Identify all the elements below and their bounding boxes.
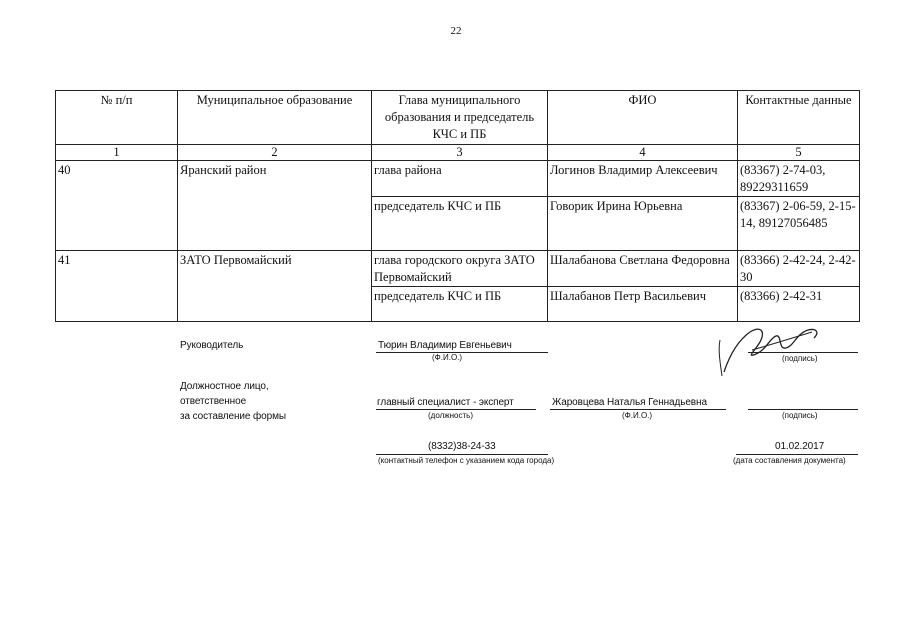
entry-municipality: Яранский район [178, 161, 372, 251]
official-label-2: ответственное [180, 396, 247, 407]
entry-num: 41 [56, 251, 178, 322]
index-cell: 1 [56, 145, 178, 161]
document-date: 01.02.2017 [775, 441, 825, 452]
header-municipality: Муниципальное образование [178, 91, 372, 145]
table-row [56, 251, 860, 287]
header-fio: ФИО [548, 91, 738, 145]
index-cell: 5 [738, 145, 860, 161]
position-caption: (должность) [428, 411, 473, 420]
handwritten-signature [716, 320, 826, 380]
entry-position: председатель КЧС и ПБ [372, 197, 548, 251]
official-label-3: за составление формы [180, 411, 286, 422]
index-cell: 2 [178, 145, 372, 161]
table-row [56, 161, 860, 197]
entry-contacts: (83366) 2-42-24, 2-42-30 [738, 251, 860, 287]
entry-position: председатель КЧС и ПБ [372, 287, 548, 322]
fio-caption: (Ф.И.О.) [432, 353, 463, 362]
header-row [56, 91, 860, 145]
entry-name: Говорик Ирина Юрьевна [548, 197, 738, 251]
position-line [376, 409, 536, 410]
phone: (8332)38-24-33 [428, 441, 496, 452]
entry-name: Логинов Владимир Алексеевич [548, 161, 738, 197]
phone-line [376, 454, 548, 455]
header-num: № п/п [56, 91, 178, 145]
page-number: 22 [450, 25, 462, 37]
phone-caption: (контактный телефон с указанием кода города) [378, 456, 555, 465]
official-name-line [550, 409, 726, 410]
date-line [736, 454, 858, 455]
entry-num: 40 [56, 161, 178, 251]
header-contacts: Контактные данные [738, 91, 860, 145]
entry-position: глава городского округа ЗАТО Первомайский [372, 251, 548, 287]
head-name: Тюрин Владимир Евгеньевич [378, 340, 512, 351]
contacts-table [55, 90, 860, 322]
entry-municipality: ЗАТО Первомайский [178, 251, 372, 322]
entry-contacts: (83366) 2-42-31 [738, 287, 860, 322]
index-row [56, 145, 860, 161]
head-label: Руководитель [180, 340, 244, 351]
date-caption: (дата составления документа) [733, 456, 846, 465]
entry-position: глава района [372, 161, 548, 197]
index-cell: 4 [548, 145, 738, 161]
official-signature-line [748, 409, 858, 410]
entry-name: Шалабанова Светлана Федоровна [548, 251, 738, 287]
official-name: Жаровцева Наталья Геннадьевна [552, 397, 707, 408]
official-position: главный специалист - эксперт [377, 397, 514, 408]
header-head: Глава муниципального образования и председатель КЧС и ПБ [372, 91, 548, 145]
entry-name: Шалабанов Петр Васильевич [548, 287, 738, 322]
signature-caption-2: (подпись) [782, 411, 818, 420]
official-label-1: Должностное лицо, [180, 381, 269, 392]
signature-caption: (подпись) [782, 354, 818, 363]
entry-contacts: (83367) 2-74-03, 89229311659 [738, 161, 860, 197]
index-cell: 3 [372, 145, 548, 161]
entry-contacts: (83367) 2-06-59, 2-15-14, 89127056485 [738, 197, 860, 251]
fio-caption-2: (Ф.И.О.) [622, 411, 653, 420]
